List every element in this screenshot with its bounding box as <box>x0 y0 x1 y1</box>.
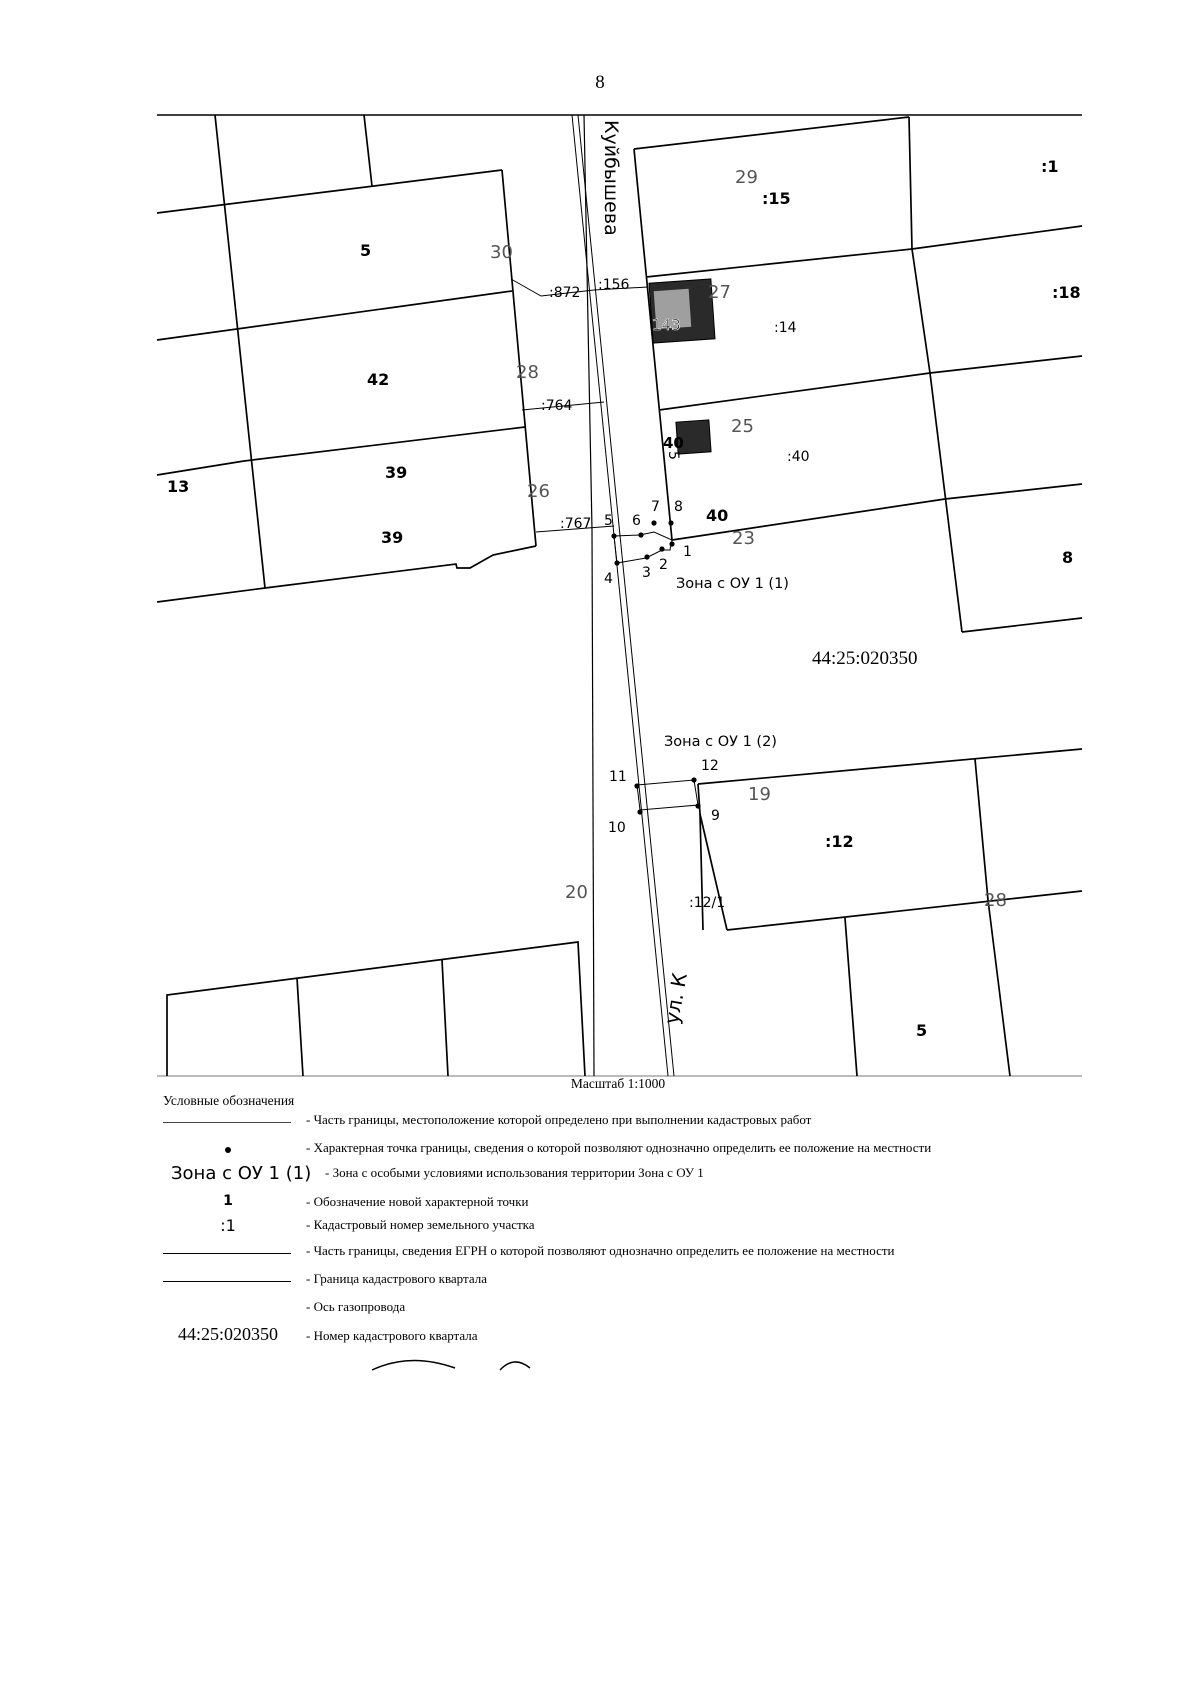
zone-label-2: Зона с ОУ 1 (2) <box>664 734 777 750</box>
legend-text: - Характерная точка границы, сведения о которой позволяют однозначно определить ее положение на местности <box>306 1140 932 1155</box>
parcel-label: 28 <box>984 890 1007 911</box>
parcel-label: :872 <box>549 285 581 301</box>
parcel-label: 29 <box>735 167 758 188</box>
legend-number-symbol-text: 1 <box>223 1193 233 1209</box>
legend-text: - Обозначение новой характерной точки <box>306 1194 529 1209</box>
point-label-11: 11 <box>609 769 627 785</box>
parcel-label: 26 <box>527 481 550 502</box>
parcel-label: 42 <box>367 370 390 389</box>
point-4 <box>614 560 619 565</box>
point-label-8: 8 <box>674 499 683 515</box>
point-label-2: 2 <box>659 557 668 573</box>
parcel-label: :767 <box>560 516 592 532</box>
point-12 <box>691 777 696 782</box>
legend-text: - Граница кадастрового квартала <box>306 1271 487 1286</box>
legend-symbol-thin-line <box>163 1110 293 1134</box>
point-label-12: 12 <box>701 758 719 774</box>
point-5 <box>611 533 616 538</box>
gas-pipeline-symbol <box>372 1360 530 1370</box>
parcel-label: 8 <box>1062 548 1074 567</box>
point-3 <box>644 554 649 559</box>
legend-item <box>163 1192 1103 1216</box>
cadastral-quarter-number: 44:25:020350 <box>812 648 918 669</box>
legend-item <box>163 1326 1103 1350</box>
point-label-1: 1 <box>683 544 692 560</box>
point-1 <box>669 541 674 546</box>
point-label-5: 5 <box>604 513 613 529</box>
legend-symbol-quarter <box>163 1326 293 1350</box>
point-2 <box>659 546 664 551</box>
legend-item <box>163 1163 1103 1190</box>
legend-symbol-zone <box>163 1163 312 1190</box>
parcel-label: 40 <box>706 506 729 525</box>
point-label-6: 6 <box>632 513 641 529</box>
legend-item <box>163 1269 1103 1293</box>
parcel-label: :12 <box>825 832 854 851</box>
street-lines <box>572 115 674 1076</box>
legend-symbol-line <box>163 1269 293 1293</box>
legend-text: - Кадастровый номер земельного участка <box>306 1217 535 1232</box>
parcel-label: :12/1 <box>689 895 726 911</box>
parcel-label: :1 <box>1041 157 1059 176</box>
parcel-label: 39 <box>381 528 404 547</box>
legend-item <box>163 1215 1103 1239</box>
legend-symbol-dot <box>163 1138 293 1162</box>
legend-symbol-none <box>163 1297 293 1321</box>
legend-item <box>163 1110 1103 1134</box>
legend-zone-symbol-text: Зона с ОУ 1 (1) <box>171 1163 312 1184</box>
building-label-143: 143 <box>652 316 681 334</box>
parcel-label: :18 <box>1052 283 1081 302</box>
parcel-label: :156 <box>598 277 630 293</box>
parcel-label: 23 <box>732 528 755 549</box>
parcel-labels <box>167 157 1081 1040</box>
legend-text: - Номер кадастрового квартала <box>306 1328 478 1343</box>
parcel-label: :764 <box>541 398 573 414</box>
point-9 <box>695 803 700 808</box>
parcel-label: 28 <box>516 362 539 383</box>
point-label-10: 10 <box>608 820 626 836</box>
legend-symbol-line <box>163 1241 293 1265</box>
parcel-label: 39 <box>385 463 408 482</box>
legend-symbol-cadastral <box>163 1215 293 1239</box>
legend-symbol-number <box>163 1192 293 1216</box>
legend-text: - Часть границы, местоположение которой определено при выполнении кадастровых работ <box>306 1112 812 1127</box>
point-label-4: 4 <box>604 571 613 587</box>
zone-label-1: Зона с ОУ 1 (1) <box>676 576 789 592</box>
parcel-label: 19 <box>748 784 771 805</box>
legend-title: Условные обозначения <box>163 1093 295 1108</box>
point-label-7: 7 <box>651 499 660 515</box>
legend-item <box>163 1241 1103 1265</box>
point-6 <box>638 532 643 537</box>
street-label-kuibysheva: Куйбышева <box>600 120 622 236</box>
parcel-label: 27 <box>708 282 731 303</box>
parcel-label: :15 <box>762 189 791 208</box>
point-11 <box>634 783 639 788</box>
point-7 <box>651 520 656 525</box>
point-label-9: 9 <box>711 808 720 824</box>
page-number: 8 <box>595 72 605 93</box>
legend-text: - Зона с особыми условиями использования территории Зона с ОУ 1 <box>325 1165 704 1180</box>
parcel-label: 20 <box>565 882 588 903</box>
building-label-5: 5 <box>665 451 681 460</box>
parcel-label: 25 <box>731 416 754 437</box>
parcel-label: :14 <box>774 320 797 336</box>
legend-text: - Ось газопровода <box>306 1299 406 1314</box>
parcel-label: 30 <box>490 242 513 263</box>
point-10 <box>637 809 642 814</box>
parcel-label: 5 <box>360 241 372 260</box>
parcel-label: :40 <box>787 449 810 465</box>
parcel-label: 13 <box>167 477 190 496</box>
legend-item <box>163 1297 1103 1321</box>
map-scale: Масштаб 1:1000 <box>570 1076 666 1091</box>
legend-text: - Часть границы, сведения ЕГРН о которой позволяют однозначно определить ее положение на местности <box>306 1243 895 1258</box>
point-label-3: 3 <box>642 565 651 581</box>
point-8 <box>668 520 673 525</box>
building-label-40: 40 <box>663 434 684 452</box>
legend-cadastral-symbol-text: :1 <box>220 1216 236 1235</box>
parcel-label: 5 <box>916 1021 928 1040</box>
legend-quarter-symbol-text: 44:25:020350 <box>177 1324 278 1344</box>
legend-item <box>163 1138 1103 1162</box>
street-label-ul: ул. К <box>659 970 692 1026</box>
